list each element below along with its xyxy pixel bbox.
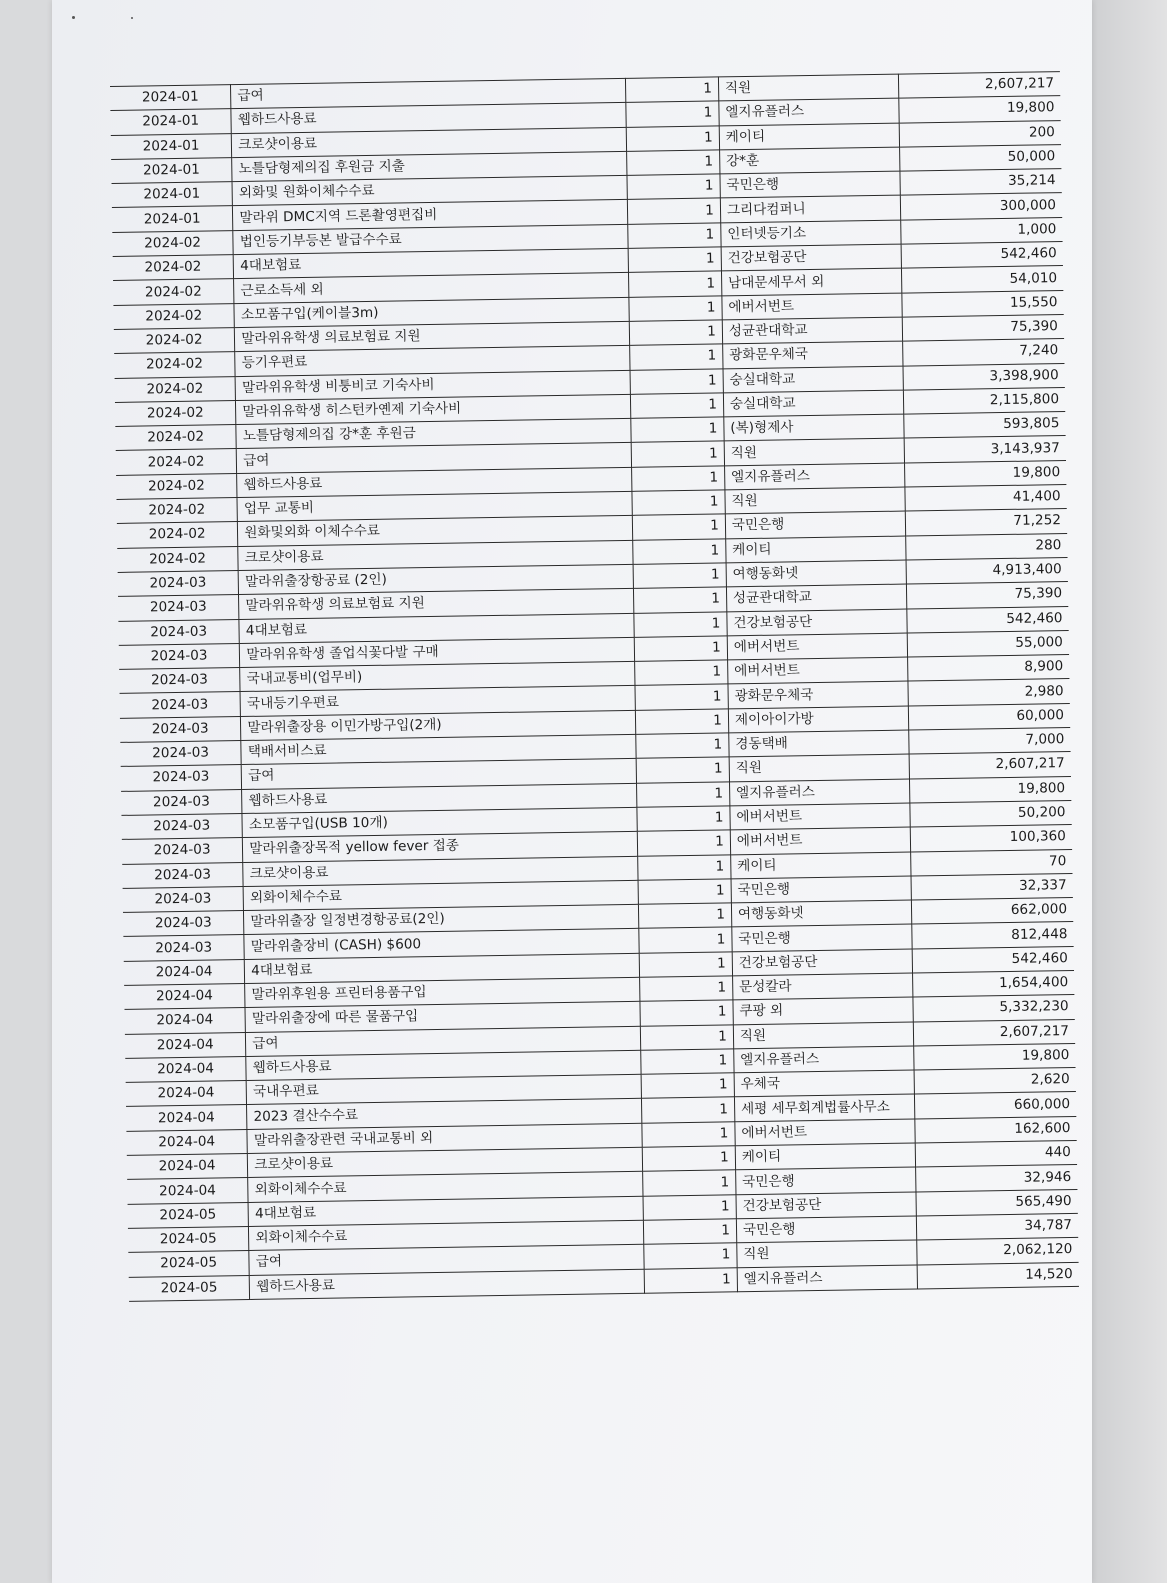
row-amount: 14,520 [917, 1262, 1079, 1289]
row-month: 2024-02 [114, 352, 235, 378]
row-amount: 19,800 [905, 460, 1067, 487]
row-description: 말라위유학생 히스턴카옌제 기숙사비 [236, 394, 631, 424]
row-month: 2024-02 [117, 522, 238, 548]
row-month: 2024-02 [115, 425, 236, 451]
row-description: 웹하드사용료 [231, 103, 626, 133]
row-quantity: 1 [642, 1146, 735, 1172]
row-month: 2024-01 [110, 109, 231, 135]
row-quantity: 1 [629, 320, 722, 346]
row-month: 2024-03 [121, 789, 242, 815]
row-month: 2024-05 [129, 1275, 250, 1301]
row-vendor: 우체국 [734, 1070, 915, 1097]
row-amount: 2,115,800 [904, 387, 1066, 414]
row-amount: 300,000 [901, 193, 1063, 220]
row-month: 2024-01 [110, 85, 231, 111]
row-quantity: 1 [633, 587, 726, 613]
row-quantity: 1 [635, 709, 728, 735]
row-month: 2024-03 [119, 643, 240, 669]
row-month: 2024-02 [115, 376, 236, 402]
row-description: 국내우편료 [246, 1074, 641, 1104]
row-vendor: 남대문세무서 외 [721, 268, 902, 295]
row-quantity: 1 [637, 806, 730, 832]
row-amount: 542,460 [912, 946, 1074, 973]
row-amount: 3,143,937 [904, 436, 1066, 463]
row-month: 2024-01 [111, 157, 232, 183]
row-amount: 200 [899, 120, 1061, 147]
row-quantity: 1 [639, 952, 732, 978]
row-description: 급여 [246, 1026, 641, 1056]
row-month: 2024-04 [126, 1129, 247, 1155]
row-month: 2024-02 [113, 303, 234, 329]
row-amount: 75,390 [907, 582, 1069, 609]
row-amount: 812,448 [912, 922, 1074, 949]
row-vendor: 엘지유플러스 [724, 463, 905, 490]
row-vendor: 에버서번트 [727, 657, 908, 684]
row-month: 2024-02 [116, 449, 237, 475]
row-amount: 2,607,217 [899, 72, 1061, 99]
paper-speck [131, 17, 133, 19]
row-month: 2024-03 [120, 741, 241, 767]
row-quantity: 1 [630, 393, 723, 419]
row-vendor: 건강보험공단 [727, 609, 908, 636]
row-description: 말라위출장목적 yellow fever 접종 [243, 832, 638, 862]
row-description: 2023 결산수수료 [247, 1099, 642, 1129]
row-description: 말라위후원용 프린터용품구입 [245, 977, 640, 1007]
row-month: 2024-03 [123, 935, 244, 961]
row-quantity: 1 [631, 417, 724, 443]
row-month: 2024-04 [124, 959, 245, 985]
row-amount: 34,787 [917, 1213, 1079, 1240]
row-quantity: 1 [627, 174, 720, 200]
row-description: 4대보험료 [233, 248, 628, 278]
row-month: 2024-04 [125, 1008, 246, 1034]
row-description: 말라위출장 일정변경항공료(2인) [244, 904, 639, 934]
row-vendor: 케이티 [719, 123, 900, 150]
row-amount: 55,000 [907, 630, 1069, 657]
row-amount: 75,390 [902, 315, 1064, 342]
row-vendor: 숭실대학교 [723, 390, 904, 417]
row-vendor: 광화문우체국 [722, 341, 903, 368]
row-month: 2024-02 [116, 473, 237, 499]
row-amount: 1,000 [901, 217, 1063, 244]
row-amount: 542,460 [907, 606, 1069, 633]
row-amount: 32,946 [916, 1165, 1078, 1192]
row-amount: 280 [906, 533, 1068, 560]
background-shadow [1092, 0, 1167, 1583]
row-quantity: 1 [628, 271, 721, 297]
row-amount: 565,490 [916, 1189, 1078, 1216]
row-vendor: 국민은행 [720, 171, 901, 198]
row-amount: 2,062,120 [917, 1238, 1079, 1265]
row-description: 말라위출장용 이민가방구입(2개) [241, 710, 636, 740]
row-description: 웹하드사용료 [242, 783, 637, 813]
row-vendor: 성균관대학교 [722, 317, 903, 344]
row-vendor: 국민은행 [736, 1216, 917, 1243]
row-quantity: 1 [626, 126, 719, 152]
row-month: 2024-02 [114, 328, 235, 354]
row-quantity: 1 [643, 1194, 736, 1220]
row-quantity: 1 [633, 539, 726, 565]
row-vendor: 직원 [725, 487, 906, 514]
row-amount: 660,000 [915, 1092, 1077, 1119]
row-amount: 2,607,217 [914, 1019, 1076, 1046]
row-description: 말라위유학생 비퉁비코 기숙사비 [235, 370, 630, 400]
row-vendor: 건강보험공단 [736, 1192, 917, 1219]
row-vendor: 세평 세무회계법률사무소 [734, 1094, 915, 1121]
row-quantity: 1 [637, 830, 730, 856]
row-amount: 19,800 [914, 1043, 1076, 1070]
row-quantity: 1 [640, 1024, 733, 1050]
row-month: 2024-02 [117, 546, 238, 572]
row-description: 법인등기부등본 발급수수료 [233, 224, 628, 254]
row-amount: 35,214 [900, 169, 1062, 196]
row-month: 2024-02 [116, 498, 237, 524]
row-amount: 440 [915, 1141, 1077, 1168]
row-description: 말라위출장항공료 (2인) [238, 564, 633, 594]
row-quantity: 1 [639, 927, 732, 953]
expense-ledger-table [110, 71, 1079, 1302]
row-month: 2024-04 [126, 1081, 247, 1107]
row-quantity: 1 [631, 466, 724, 492]
row-amount: 2,607,217 [909, 752, 1071, 779]
row-vendor: 직원 [737, 1240, 918, 1267]
row-amount: 19,800 [899, 96, 1061, 123]
row-vendor: 제이아이가방 [728, 706, 909, 733]
row-amount: 2,620 [914, 1068, 1076, 1095]
row-vendor: 여행동화넷 [726, 560, 907, 587]
row-amount: 50,000 [900, 144, 1062, 171]
row-quantity: 1 [631, 441, 724, 467]
row-quantity: 1 [635, 660, 728, 686]
row-quantity: 1 [628, 247, 721, 273]
row-vendor: 에버서번트 [730, 803, 911, 830]
row-amount: 2,980 [908, 679, 1070, 706]
row-amount: 100,360 [910, 825, 1072, 852]
row-month: 2024-03 [120, 692, 241, 718]
row-description: 급여 [241, 759, 636, 789]
row-month: 2024-05 [128, 1202, 249, 1228]
row-description: 국내등기우편료 [240, 686, 635, 716]
row-quantity: 1 [630, 368, 723, 394]
row-description: 말라위유학생 의료보험료 지원 [239, 589, 634, 619]
row-description: 급여 [231, 78, 626, 108]
row-month: 2024-03 [119, 668, 240, 694]
row-vendor: 숭실대학교 [723, 366, 904, 393]
row-quantity: 1 [643, 1219, 736, 1245]
row-quantity: 1 [627, 198, 720, 224]
row-vendor: 직원 [718, 74, 899, 101]
ledger-body [110, 72, 1079, 1302]
row-month: 2024-03 [120, 716, 241, 742]
row-description: 웹하드사용료 [237, 467, 632, 497]
row-amount: 15,550 [902, 290, 1064, 317]
row-month: 2024-02 [115, 400, 236, 426]
row-quantity: 1 [635, 684, 728, 710]
row-description: 소모품구입(USB 10개) [242, 807, 637, 837]
row-month: 2024-01 [112, 206, 233, 232]
row-vendor: 국민은행 [725, 511, 906, 538]
row-amount: 5,332,230 [913, 995, 1075, 1022]
row-amount: 4,913,400 [906, 557, 1068, 584]
row-quantity: 1 [644, 1243, 737, 1269]
row-vendor: 인터넷등기소 [721, 220, 902, 247]
row-description: 급여 [249, 1245, 644, 1275]
row-quantity: 1 [634, 611, 727, 637]
row-vendor: 성균관대학교 [726, 584, 907, 611]
row-vendor: 문성칼라 [732, 973, 913, 1000]
row-description: 크로샷이용료 [248, 1147, 643, 1177]
row-quantity: 1 [634, 636, 727, 662]
row-description: 4대보험료 [245, 953, 640, 983]
row-quantity: 1 [640, 1000, 733, 1026]
row-quantity: 1 [641, 1097, 734, 1123]
row-quantity: 1 [640, 976, 733, 1002]
row-month: 2024-04 [124, 983, 245, 1009]
row-amount: 41,400 [905, 485, 1067, 512]
row-amount: 662,000 [912, 898, 1074, 925]
row-quantity: 1 [636, 781, 729, 807]
row-quantity: 1 [628, 223, 721, 249]
row-amount: 32,337 [911, 873, 1073, 900]
row-description: 크로샷이용료 [232, 127, 627, 157]
row-month: 2024-03 [118, 570, 239, 596]
row-month: 2024-03 [123, 911, 244, 937]
row-vendor: 엘지유플러스 [719, 98, 900, 125]
row-vendor: 국민은행 [735, 1167, 916, 1194]
row-quantity: 1 [636, 757, 729, 783]
row-vendor: 직원 [724, 439, 905, 466]
row-vendor: 건강보험공단 [732, 949, 913, 976]
row-vendor: 에버서번트 [727, 633, 908, 660]
row-month: 2024-03 [122, 862, 243, 888]
row-amount: 70 [911, 849, 1073, 876]
row-description: 크로샷이용료 [243, 856, 638, 886]
row-amount: 593,805 [904, 412, 1066, 439]
row-vendor: 경동택배 [729, 730, 910, 757]
row-vendor: 에버서번트 [730, 827, 911, 854]
row-quantity: 1 [629, 296, 722, 322]
row-amount: 3,398,900 [903, 363, 1065, 390]
row-description: 외화및 원화이체수수료 [232, 176, 627, 206]
row-quantity: 1 [632, 514, 725, 540]
row-quantity: 1 [638, 854, 731, 880]
row-description: 웹하드사용료 [249, 1269, 644, 1299]
row-quantity: 1 [632, 490, 725, 516]
row-description: 등기우편료 [235, 346, 630, 376]
row-description: 크로샷이용료 [238, 540, 633, 570]
row-vendor: 여행동화넷 [731, 900, 912, 927]
row-amount: 71,252 [906, 509, 1068, 536]
row-quantity: 1 [636, 733, 729, 759]
row-description: 노틀담형제의집 강*훈 후원금 [236, 419, 631, 449]
row-amount: 54,010 [902, 266, 1064, 293]
row-quantity: 1 [626, 101, 719, 127]
row-quantity: 1 [625, 77, 718, 103]
row-description: 말라위 DMC지역 드론촬영편집비 [233, 200, 628, 230]
row-amount: 1,654,400 [913, 970, 1075, 997]
row-quantity: 1 [627, 150, 720, 176]
row-month: 2024-03 [118, 595, 239, 621]
row-description: 4대보험료 [248, 1196, 643, 1226]
row-month: 2024-01 [112, 182, 233, 208]
row-description: 택배서비스료 [241, 734, 636, 764]
row-vendor: 엘지유플러스 [729, 779, 910, 806]
row-description: 말라위출장관련 국내교통비 외 [247, 1123, 642, 1153]
row-amount: 542,460 [901, 242, 1063, 269]
row-vendor: (복)형제사 [724, 414, 905, 441]
row-month: 2024-04 [125, 1056, 246, 1082]
row-amount: 162,600 [915, 1116, 1077, 1143]
paper-speck [72, 16, 75, 19]
row-vendor: 건강보험공단 [721, 244, 902, 271]
row-amount: 19,800 [910, 776, 1072, 803]
row-vendor: 국민은행 [731, 876, 912, 903]
row-description: 근로소득세 외 [234, 273, 629, 303]
row-description: 외화이체수수료 [248, 1172, 643, 1202]
row-month: 2024-05 [128, 1251, 249, 1277]
row-amount: 7,000 [909, 728, 1071, 755]
row-vendor: 국민은행 [732, 924, 913, 951]
row-quantity: 1 [644, 1267, 737, 1293]
row-month: 2024-03 [121, 813, 242, 839]
row-description: 원화및외화 이체수수료 [238, 516, 633, 546]
row-quantity: 1 [641, 1073, 734, 1099]
row-description: 외화이체수수료 [243, 880, 638, 910]
row-month: 2024-03 [122, 838, 243, 864]
row-description: 말라위출장비 (CASH) $600 [244, 929, 639, 959]
row-vendor: 엘지유플러스 [737, 1265, 918, 1292]
row-description: 말라위유학생 의료보험료 지원 [235, 321, 630, 351]
row-amount: 7,240 [903, 339, 1065, 366]
row-quantity: 1 [633, 563, 726, 589]
row-month: 2024-03 [118, 619, 239, 645]
row-vendor: 직원 [733, 1022, 914, 1049]
row-month: 2024-05 [128, 1226, 249, 1252]
row-month: 2024-04 [127, 1154, 248, 1180]
row-amount: 50,200 [910, 800, 1072, 827]
row-vendor: 그리다컴퍼니 [720, 196, 901, 223]
row-quantity: 1 [638, 903, 731, 929]
row-vendor: 엘지유플러스 [734, 1046, 915, 1073]
row-month: 2024-04 [125, 1032, 246, 1058]
row-month: 2024-03 [123, 886, 244, 912]
row-quantity: 1 [638, 879, 731, 905]
row-vendor: 강*훈 [719, 147, 900, 174]
row-month: 2024-01 [111, 133, 232, 159]
row-quantity: 1 [643, 1170, 736, 1196]
row-description: 급여 [237, 443, 632, 473]
row-quantity: 1 [630, 344, 723, 370]
row-vendor: 케이티 [735, 1143, 916, 1170]
row-vendor: 에버서번트 [735, 1119, 916, 1146]
row-vendor: 에버서번트 [722, 293, 903, 320]
row-vendor: 직원 [729, 754, 910, 781]
row-amount: 8,900 [908, 655, 1070, 682]
row-description: 웹하드사용료 [246, 1050, 641, 1080]
row-month: 2024-02 [112, 230, 233, 256]
row-month: 2024-03 [121, 765, 242, 791]
row-month: 2024-04 [127, 1178, 248, 1204]
row-month: 2024-02 [113, 279, 234, 305]
row-quantity: 1 [641, 1049, 734, 1075]
row-vendor: 광화문우체국 [728, 681, 909, 708]
row-description: 국내교통비(업무비) [240, 661, 635, 691]
row-description: 말라위유학생 졸업식꽃다발 구매 [240, 637, 635, 667]
row-vendor: 케이티 [726, 536, 907, 563]
row-vendor: 케이티 [731, 852, 912, 879]
row-description: 소모품구입(케이블3m) [234, 297, 629, 327]
row-vendor: 쿠팡 외 [733, 997, 914, 1024]
row-description: 4대보험료 [239, 613, 634, 643]
row-description: 업무 교통비 [237, 491, 632, 521]
row-description: 말라위출장에 따른 물품구입 [245, 1002, 640, 1032]
row-month: 2024-04 [126, 1105, 247, 1131]
row-amount: 60,000 [909, 703, 1071, 730]
row-month: 2024-02 [113, 255, 234, 281]
row-quantity: 1 [642, 1122, 735, 1148]
row-description: 외화이체수수료 [249, 1220, 644, 1250]
row-description: 노틀담형제의집 후원금 지출 [232, 151, 627, 181]
